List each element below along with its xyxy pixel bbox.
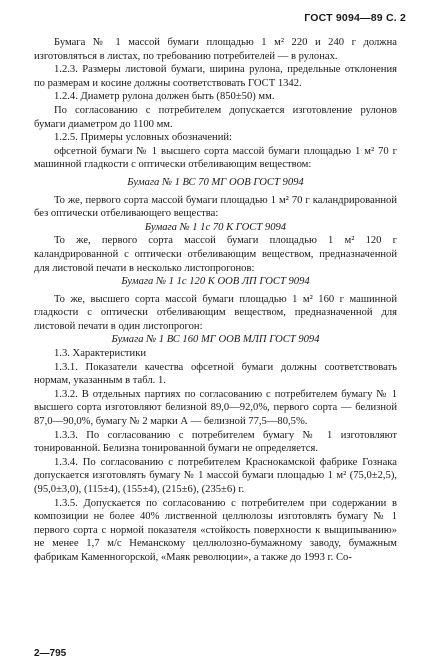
paragraph: 1.2.4. Диаметр рулона должен быть (850±50) мм. — [54, 91, 275, 103]
paragraph: По согласованию с потребителем допускается изготовление рулонов бумаги диаметром до 1100 мм. — [34, 104, 397, 130]
page-header: ГОСТ 9094—89 С. 2 — [304, 12, 406, 24]
paragraph: 1.3.4. По согласованию с потребителем Краснокамской фабрике Гознака допускается изготовлять бумагу № 1 массой бумаги площадью 1 м² (75,0±2,5), (95,0±3,0), (115±4), (155±4), (215±6), (235±6) г. — [34, 456, 397, 495]
paragraph: 1.3.2. В отдельных партиях по согласованию с потребителем бумагу № 1 высшего сорта изготовляют белизной 89,0—92,0%, первого сорта — белизной 87,0—90,0%, бумагу № 2 марки А — белизной 77,5—80,5%. — [34, 388, 397, 428]
paragraph: Бумага № 1 массой бумаги площадью 1 м² 220 и 240 г должна изготовляться в листах, по требованию потребителей — в рулонах. — [34, 37, 397, 62]
designation-example: Бумага № 1 ВС 160 МГ ООВ МЛП ГОСТ 9094 — [111, 334, 320, 346]
paragraph: офсетной бумаги № 1 высшего сорта массой бумаги площадью 1 м² 70 г машинной гладкости с оптически отбеливающим веществом: — [34, 145, 397, 171]
paragraph: То же, первого сорта массой бумаги площадью 1 м² 70 г каландрированной без оптически отбеливающего вещества: — [34, 194, 397, 220]
paragraph: 1.3.3. По согласованию с потребителем бумагу № 1 изготовляют тонированной. Белизна тонированной бумаги не определяется. — [34, 429, 397, 455]
section-heading: 1.3. Характеристики — [54, 348, 147, 360]
designation-example: Бумага № 1 1с 70 К ГОСТ 9094 — [144, 221, 287, 233]
section-heading: 1.2.5. Примеры условных обозначений: — [54, 132, 232, 144]
designation-example: Бумага № 1 1с 120 К ООВ ЛП ГОСТ 9094 — [121, 276, 310, 288]
document-body — [34, 36, 397, 565]
paragraph: 1.2.3. Размеры листовой бумаги, ширина рулона, предельные отклонения по размерам и косине должны соответствовать ГОСТ 1342. — [34, 64, 397, 89]
paragraph: 1.3.5. Допускается по согласованию с потребителем при содержании в композиции не более 40% лиственной целлюлозы изготовлять бумагу № 1 первого сорта с нормой показателя «стойкость поверхности к выщипыванию» не менее 1,7 м/с Неманскому целлюлозно-бумажному заводу, бумажным фабрикам Каменногорской, «Маяк революции», а также до 1993 г. Со- — [34, 497, 397, 563]
paragraph: То же, высшего сорта массой бумаги площадью 1 м² 160 г машинной гладкости с оптически отбеливающим веществом, предназначенной для листовой печати в один листопрогон: — [34, 293, 397, 332]
paragraph: То же, первого сорта массой бумаги площадью 1 м² 120 г каландрированной с оптически отбеливающим веществом, предназначенной для листовой печати в несколько листопрогонов: — [34, 235, 397, 274]
paragraph: 1.3.1. Показатели качества офсетной бумаги должны соответствовать нормам, указанным в табл. 1. — [34, 361, 397, 387]
page-footer: 2—795 — [34, 648, 67, 659]
designation-example: Бумага № 1 ВС 70 МГ ООВ ГОСТ 9094 — [127, 176, 304, 188]
